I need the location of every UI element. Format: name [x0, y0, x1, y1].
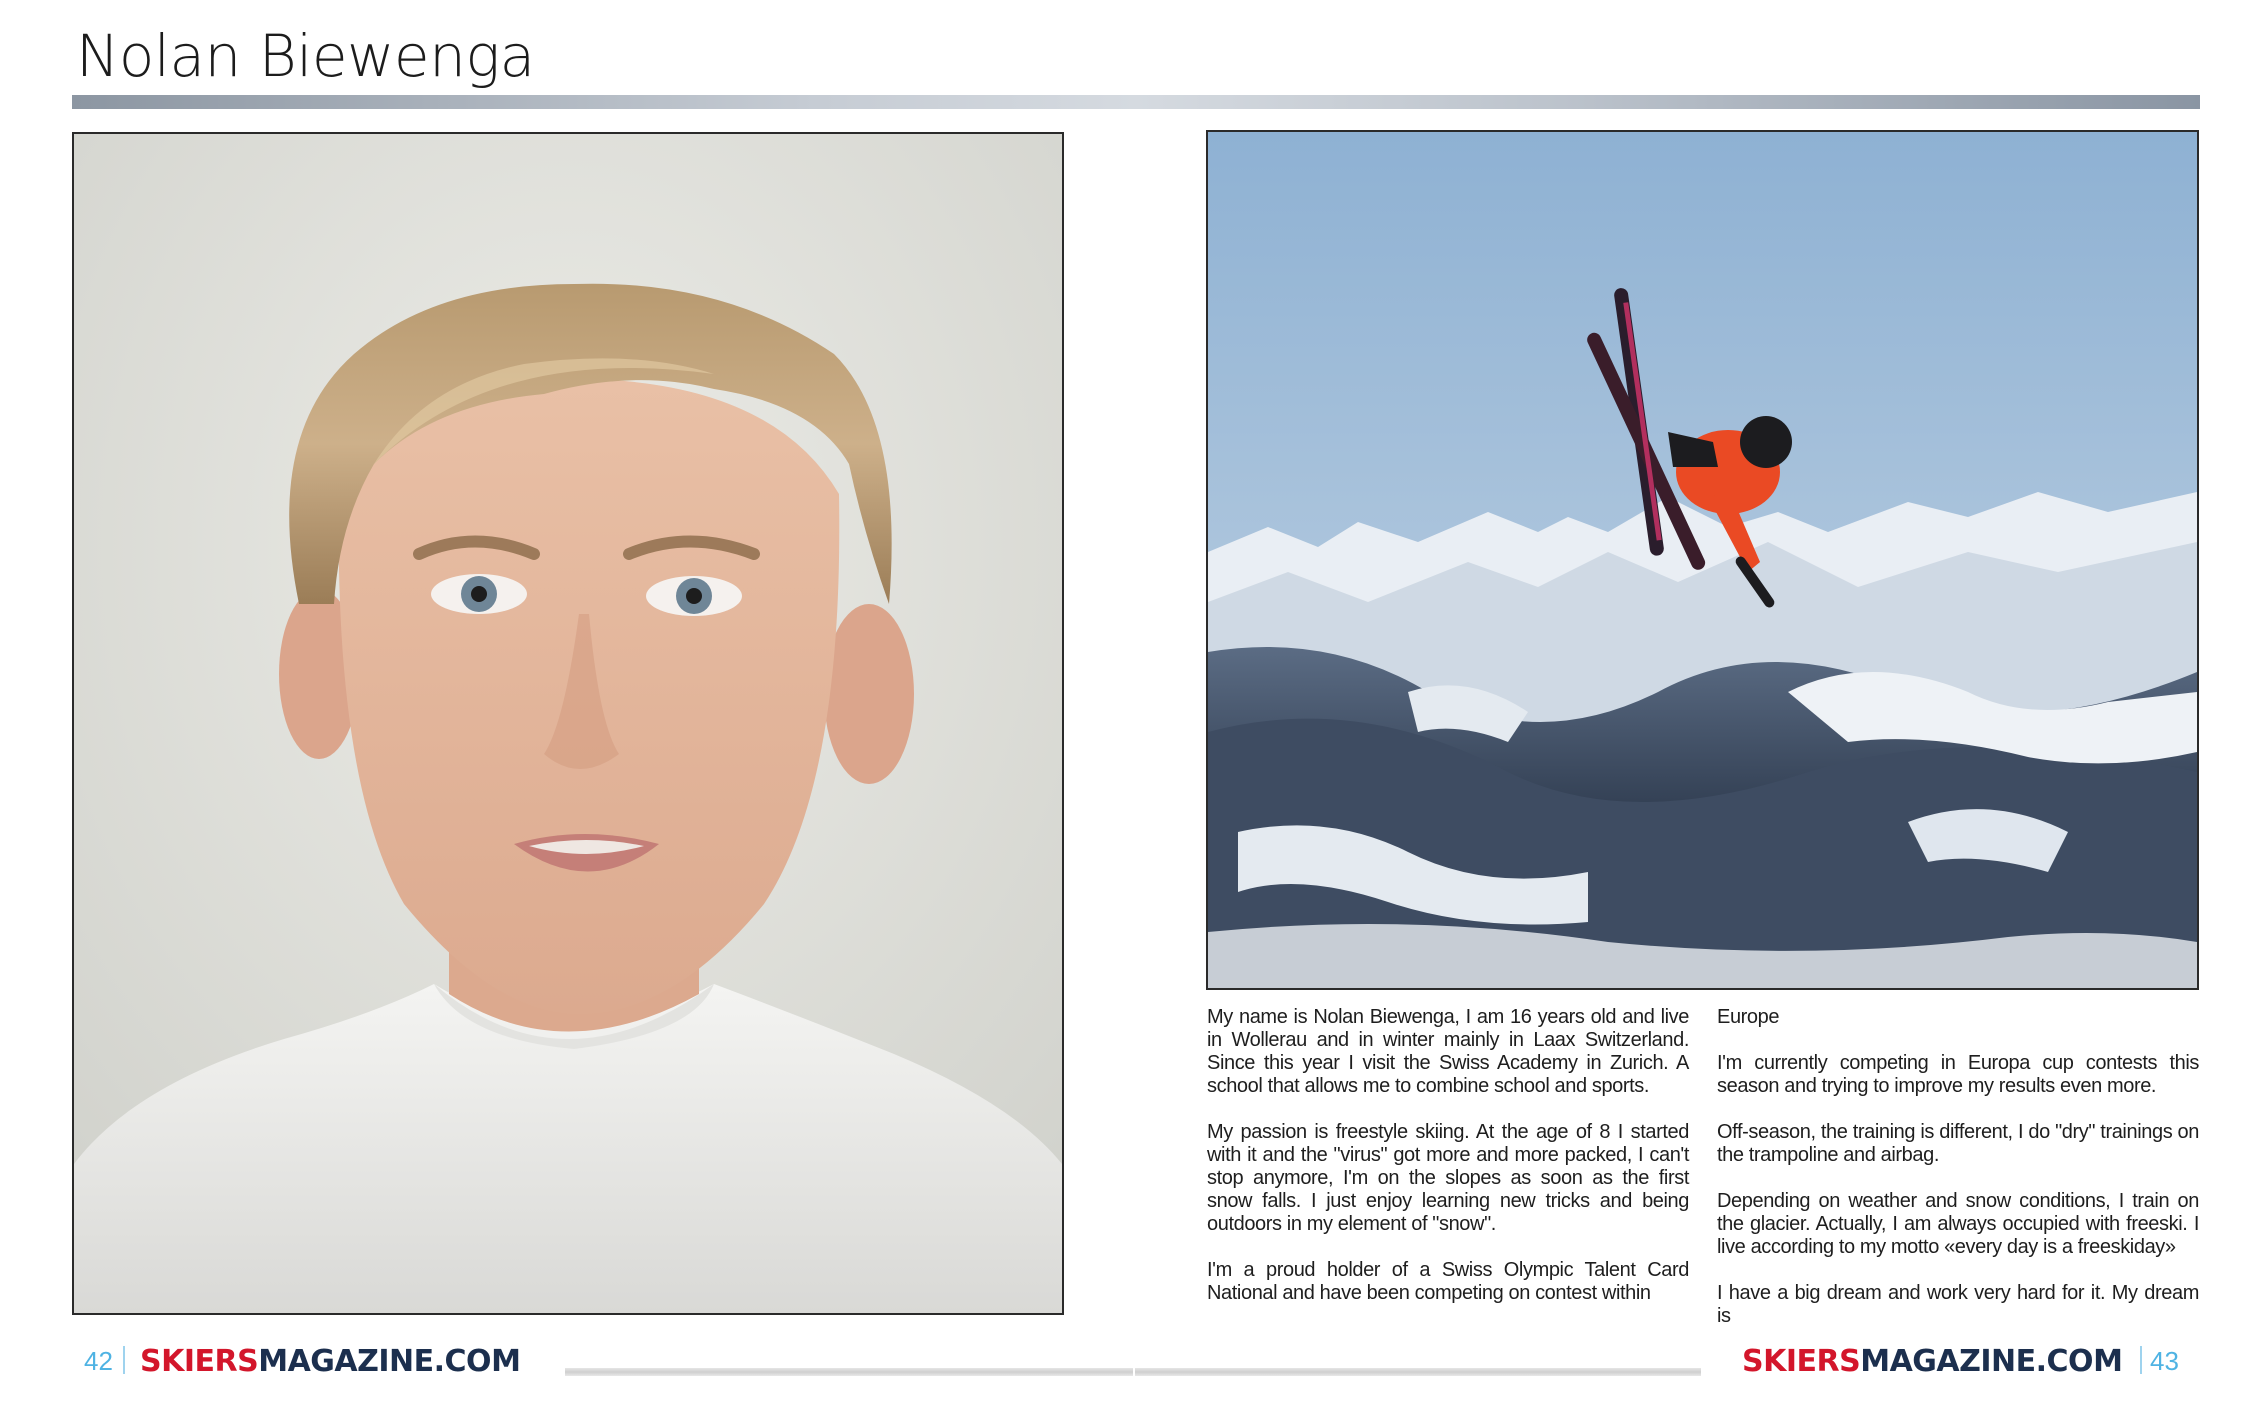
footer-divider-left: [123, 1346, 125, 1374]
article-title: Nolan Biewenga: [76, 22, 535, 90]
article-paragraph: My passion is freestyle skiing. At the age of 8 I started with it and the "virus" got more and more packed, I can't stop anymore, I'm on the slopes as soon as the first snow falls. I just enjoy learning new tricks and being outdoors in my element of "snow".: [1207, 1121, 1689, 1235]
brand-skiers: SKIERS: [140, 1344, 259, 1379]
article-paragraph: I'm currently competing in Europa cup contests this season and trying to improve my results even more.: [1717, 1052, 2199, 1097]
skier-illustration: [1208, 132, 2197, 988]
title-divider: [72, 95, 2200, 109]
article-column-left: [1207, 1006, 1689, 1314]
action-photo: [1206, 130, 2199, 990]
article-column-right: [1717, 1006, 2199, 1327]
footer-divider-right: [2140, 1346, 2142, 1374]
brand-magazine: MAGAZINE.COM: [1860, 1344, 2123, 1379]
brand-logo-left[interactable]: [140, 1344, 520, 1379]
article-paragraph: Europe: [1717, 1006, 1780, 1028]
article-paragraph: I'm a proud holder of a Swiss Olympic Talent Card National and have been competing on contest within: [1207, 1259, 1689, 1304]
brand-logo-right[interactable]: [1742, 1344, 2122, 1379]
page-number-left: 42: [84, 1346, 113, 1376]
portrait-illustration: [74, 134, 1062, 1313]
footer-rule-left: [565, 1368, 1133, 1376]
portrait-photo: [72, 132, 1064, 1315]
article-paragraph: My name is Nolan Biewenga, I am 16 years old and live in Wollerau and in winter mainly in Laax Switzerland. Since this year I visit the Swiss Academy in Zurich. A school that allows me to combine school and sports.: [1207, 1006, 1689, 1097]
footer-rule-right: [1135, 1368, 1701, 1376]
article-paragraph: Off-season, the training is different, I do "dry" trainings on the trampoline and airbag.: [1717, 1121, 2199, 1166]
brand-skiers: SKIERS: [1742, 1344, 1861, 1379]
article-paragraph: I have a big dream and work very hard for it. My dream is: [1717, 1282, 2199, 1327]
page-number-right: 43: [2150, 1346, 2179, 1376]
brand-magazine: MAGAZINE.COM: [258, 1344, 521, 1379]
article-paragraph: Depending on weather and snow conditions, I train on the glacier. Actually, I am always occupied with freeski. I live according to my motto «every day is a freeskiday»: [1717, 1190, 2199, 1258]
